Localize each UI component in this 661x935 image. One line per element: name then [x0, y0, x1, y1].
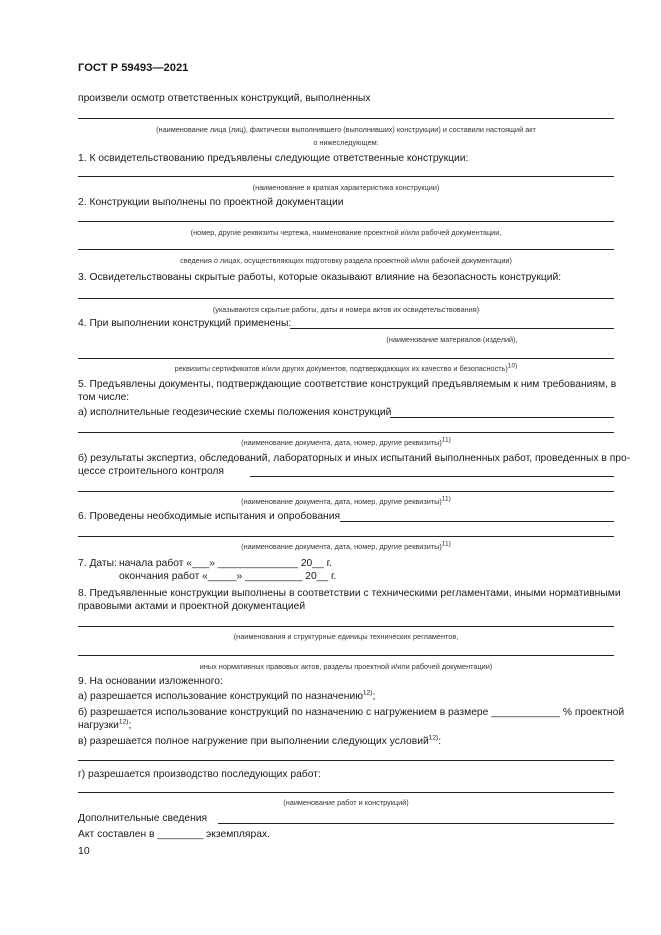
section-9b-line-2 [78, 719, 131, 732]
section-9d-caption: (наименование работ и конструкций) [283, 798, 409, 807]
section-1-label: 1. К освидетельствованию предъявлены следующие ответственные конструкции: [78, 153, 469, 164]
section-5b-line-2: цессе строительного контроля [78, 466, 224, 477]
section-5a-fill-line-2 [78, 432, 614, 433]
section-1-caption: (наименование и краткая характеристика конструкции) [252, 183, 440, 192]
footnote-ref-11: 11) [441, 436, 451, 444]
section-6-caption-text: (наименование документа, дата, номер, другие реквизиты) [241, 542, 442, 551]
section-9c-fill-line [78, 760, 614, 761]
intro-caption: (наименование лица (лиц), фактически выполнившего (выполнивших) конструкции) и составили настоящий акт [156, 125, 536, 134]
document-code: ГОСТ Р 59493—2021 [78, 62, 189, 74]
section-9c-tail: : [438, 736, 442, 747]
page-number: 10 [78, 845, 90, 857]
section-5a-label: а) исполнительные геодезические схемы положения конструкций [78, 407, 392, 418]
section-3-caption: (указываются скрытые работы, даты и номера актов их освидетельствования) [212, 305, 480, 314]
section-1-fill-line [78, 176, 614, 177]
section-5b-caption [78, 497, 614, 506]
section-2-caption-2: сведения о лицах, осуществляющих подготовку раздела проектной и/или рабочей документации) [180, 256, 512, 265]
section-9b-tail: ; [128, 720, 132, 731]
section-5a-fill-line [390, 417, 614, 418]
copies-text: Акт составлен в ________ экземплярах. [78, 829, 270, 840]
section-5b-caption-text: (наименование документа, дата, номер, другие реквизиты) [241, 497, 442, 506]
section-9d: г) разрешается производство последующих работ: [78, 769, 321, 780]
section-4-caption-2 [78, 364, 614, 373]
intro-fill-line [78, 118, 614, 119]
section-4-fill-line [290, 328, 614, 329]
section-9b-text: нагрузки [78, 720, 119, 731]
section-4-label: 4. При выполнении конструкций применены: [78, 318, 292, 329]
section-6-label: 6. Проведены необходимые испытания и опробования [78, 511, 341, 522]
section-9a [78, 690, 375, 703]
section-4-caption-2-text: реквизиты сертификатов и/или других документов, подтверждающих их качество и безопасность) [174, 364, 508, 373]
section-9c [78, 735, 441, 748]
section-3-fill-line [78, 298, 614, 299]
footnote-ref-10: 10) [507, 362, 518, 370]
section-7-label: 7. Даты: [78, 558, 117, 569]
section-4-caption: (наименование материалов (изделий), [386, 335, 518, 344]
section-9d-fill-line [78, 792, 614, 793]
section-8-fill-line [78, 626, 614, 627]
section-9c-text: в) разрешается полное нагружение при выполнении следующих условий [78, 736, 429, 747]
intro-caption-2: о нижеследующем: [313, 138, 379, 147]
section-2-fill-line [78, 221, 614, 222]
section-9a-text: а) разрешается использование конструкций по назначению [78, 691, 363, 702]
footnote-ref-11c: 11) [441, 540, 451, 548]
section-9a-tail: ; [372, 691, 376, 702]
additional-info-fill-line [218, 823, 614, 824]
section-7-end-date: окончания работ «_____» __________ 20__ г. [119, 571, 337, 582]
section-5b-line-1: б) результаты экспертиз, обследований, лабораторных и иных испытаний выполненных работ, проведенных в про- [78, 453, 631, 464]
section-8-caption-2: иных нормативных правовых актов, разделы проектной и/или рабочей документации) [199, 662, 493, 671]
footnote-ref-12c: 12) [428, 734, 439, 742]
section-5a-caption [78, 438, 614, 447]
additional-info-label: Дополнительные сведения [78, 813, 208, 824]
section-6-fill-line [340, 521, 614, 522]
section-3-label: 3. Освидетельствованы скрытые работы, которые оказывают влияние на безопасность конструкций: [78, 272, 562, 283]
section-2-fill-line-2 [78, 249, 614, 250]
intro-text: произвели осмотр ответственных конструкций, выполненных [78, 93, 371, 104]
section-2-label: 2. Конструкции выполнены по проектной документации [78, 197, 344, 208]
section-2-caption: (номер, другие реквизиты чертежа, наименование проектной и/или рабочей документации, [190, 228, 502, 237]
section-5b-fill-line-2 [78, 491, 614, 492]
section-6-fill-line-2 [78, 536, 614, 537]
section-5a-caption-text: (наименование документа, дата, номер, другие реквизиты) [241, 438, 442, 447]
section-6-caption [78, 542, 614, 551]
section-8-line-1: 8. Предъявленные конструкции выполнены в соответствии с техническими регламентами, иными нормативными [78, 588, 621, 599]
section-9-label: 9. На основании изложенного: [78, 676, 223, 687]
section-8-fill-line-2 [78, 655, 614, 656]
footnote-ref-12a: 12) [362, 689, 373, 697]
footnote-ref-11b: 11) [441, 495, 451, 503]
section-5-line-1: 5. Предъявлены документы, подтверждающие соответствие конструкций предъявляемым к ним требованиям, в [78, 379, 617, 390]
section-8-line-2: правовыми актами и проектной документацией [78, 601, 306, 612]
footnote-ref-12b: 12) [118, 718, 129, 726]
section-7-start-date: начала работ «___» ______________ 20__ г. [119, 558, 332, 569]
section-9b-line-1: б) разрешается использование конструкций по назначению с нагружением в размере ____________ % проектной [78, 707, 625, 718]
section-8-caption: (наименования и структурные единицы технических регламентов, [233, 632, 459, 641]
section-4-fill-line-2 [78, 358, 614, 359]
section-5b-fill-line [250, 476, 614, 477]
section-5-line-2: том числе: [78, 392, 130, 403]
